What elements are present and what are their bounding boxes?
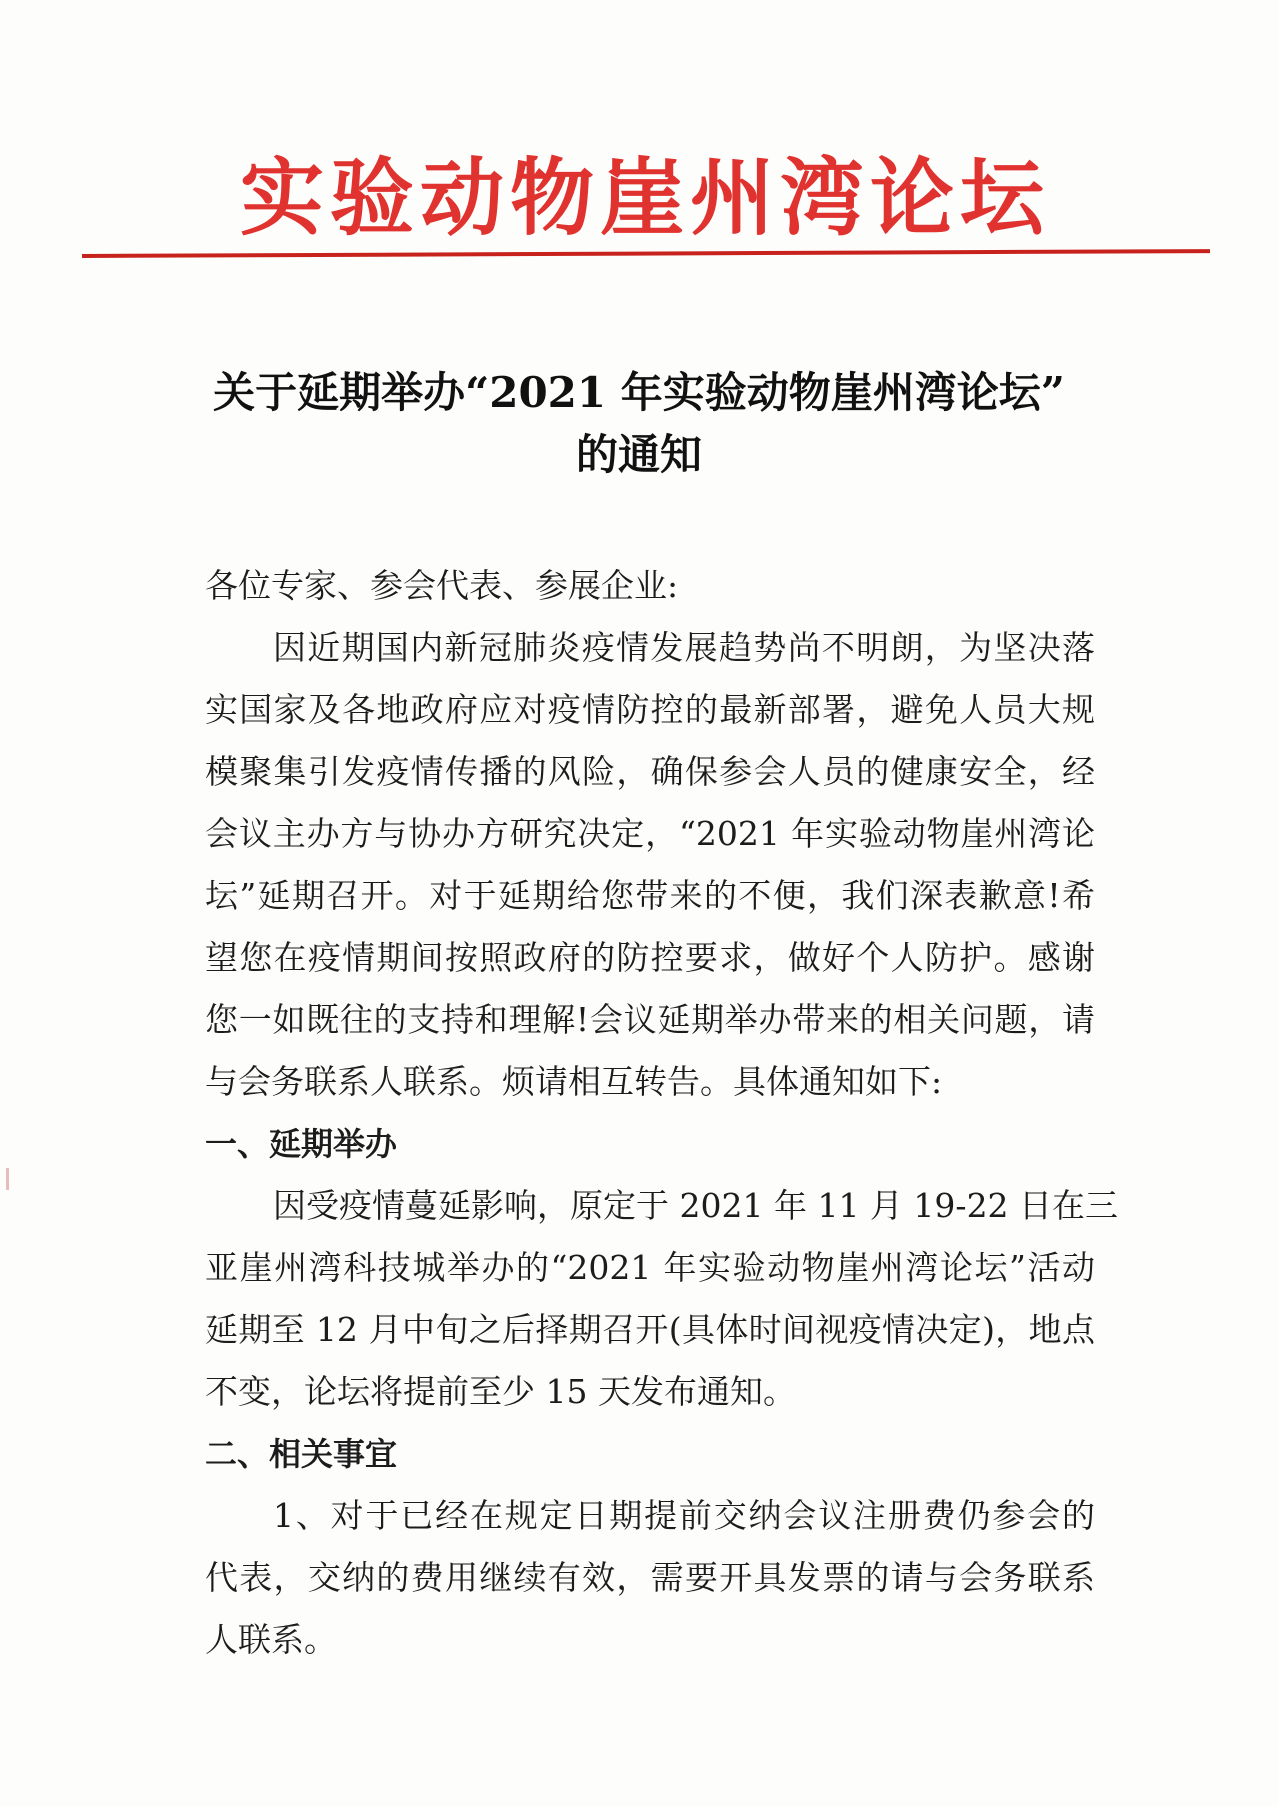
section-1-paragraph bbox=[205, 1175, 1119, 1423]
intro-paragraph bbox=[205, 617, 1095, 1113]
section-1-line: 不变，论坛将提前至少 15 天发布通知。 bbox=[205, 1372, 796, 1411]
section-1-heading: 一、延期举办 bbox=[205, 1125, 398, 1163]
intro-line: 实国家及各地政府应对疫情防控的最新部署，避免人员大规 bbox=[205, 690, 1095, 729]
section-1-line: 延期至 12 月中旬之后择期召开(具体时间视疫情决定)，地点 bbox=[205, 1310, 1095, 1349]
notice-title bbox=[150, 362, 1128, 486]
section-2-line: 1、对于已经在规定日期提前交纳会议注册费仍参会的 bbox=[273, 1496, 1095, 1535]
section-2-paragraph bbox=[205, 1485, 1095, 1671]
intro-line: 模聚集引发疫情传播的风险，确保参会人员的健康安全，经 bbox=[205, 752, 1095, 791]
intro-line: 望您在疫情期间按照政府的防控要求，做好个人防护。感谢 bbox=[205, 938, 1095, 977]
section-1-line: 因受疫情蔓延影响，原定于 2021 年 11 月 19-22 日在三 bbox=[273, 1186, 1119, 1225]
section-2-heading: 二、相关事宜 bbox=[205, 1435, 398, 1473]
intro-line: 您一如既往的支持和理解!会议延期举办带来的相关问题，请 bbox=[205, 1000, 1095, 1039]
intro-line: 与会务联系人联系。烦请相互转告。具体通知如下: bbox=[205, 1062, 943, 1101]
notice-title-line-1: 关于延期举办“2021 年实验动物崖州湾论坛” bbox=[213, 368, 1065, 417]
section-2-line: 人联系。 bbox=[205, 1620, 337, 1659]
salutation: 各位专家、参会代表、参展企业: bbox=[205, 566, 679, 605]
masthead-title: 实验动物崖州湾论坛 bbox=[240, 149, 1051, 247]
section-1-line: 亚崖州湾科技城举办的“2021 年实验动物崖州湾论坛”活动 bbox=[205, 1248, 1095, 1287]
intro-line: 会议主办方与协办方研究决定，“2021 年实验动物崖州湾论 bbox=[205, 814, 1095, 853]
intro-line: 因近期国内新冠肺炎疫情发展趋势尚不明朗，为坚决落 bbox=[273, 628, 1095, 667]
notice-title-line-2: 的通知 bbox=[575, 430, 702, 479]
notice-body bbox=[205, 555, 1119, 1671]
intro-line: 坛”延期召开。对于延期给您带来的不便，我们深表歉意!希 bbox=[205, 876, 1095, 915]
section-2-line: 代表，交纳的费用继续有效，需要开具发票的请与会务联系 bbox=[205, 1558, 1095, 1597]
scan-margin-mark bbox=[6, 1168, 9, 1190]
